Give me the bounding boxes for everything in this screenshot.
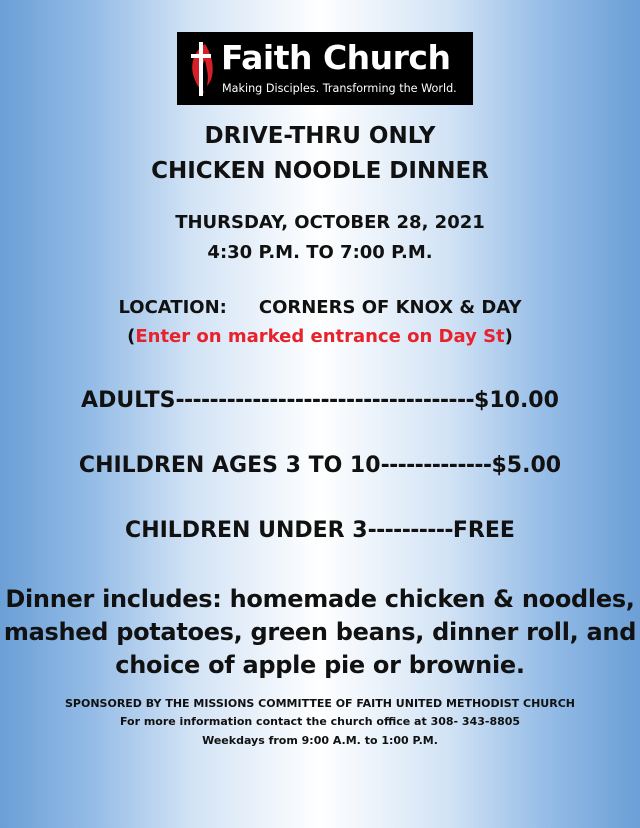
price-label: ADULTS <box>81 388 176 413</box>
entrance-note: Enter on marked entrance on Day St <box>135 326 505 347</box>
church-logo <box>177 32 473 105</box>
location-line <box>0 298 640 319</box>
cross-and-flame-icon <box>185 40 219 98</box>
price-row-children-3-10 <box>0 453 640 478</box>
price-dashes: ------------- <box>380 453 492 478</box>
price-row-adults <box>0 388 640 413</box>
event-time: 4:30 P.M. TO 7:00 P.M. <box>207 242 433 263</box>
location-label: LOCATION: <box>118 297 227 318</box>
logo-name: Faith Church <box>221 38 451 77</box>
footer-contact: For more information contact the church office at 308- 343-8805 <box>119 715 521 728</box>
price-value: FREE <box>452 518 515 543</box>
price-value: $10.00 <box>474 388 559 413</box>
price-label: CHILDREN UNDER 3 <box>125 518 368 543</box>
location-place: CORNERS OF KNOX & DAY <box>258 297 522 318</box>
price-label: CHILDREN AGES 3 TO 10 <box>78 453 381 478</box>
heading-line-1: DRIVE-THRU ONLY <box>204 123 436 149</box>
footer-hours: Weekdays from 9:00 A.M. to 1:00 P.M. <box>202 734 438 747</box>
price-row-children-under-3 <box>0 518 640 543</box>
price-value: $5.00 <box>491 453 562 478</box>
heading-line-2: CHICKEN NOODLE DINNER <box>151 158 489 184</box>
footer-sponsor: SPONSORED BY THE MISSIONS COMMITTEE OF FAITH UNITED METHODIST CHURCH <box>65 697 575 710</box>
event-date: THURSDAY, OCTOBER 28, 2021 <box>175 212 485 233</box>
menu-line-1: Dinner includes: homemade chicken & noodles, <box>5 585 635 613</box>
menu-line-3: choice of apple pie or brownie. <box>115 651 525 679</box>
location-note-line <box>0 327 640 348</box>
open-paren: ( <box>127 326 136 347</box>
close-paren: ) <box>504 326 513 347</box>
price-dashes: ----------------------------------- <box>175 388 475 413</box>
menu-line-2: mashed potatoes, green beans, dinner roll, and <box>3 618 637 646</box>
logo-tagline: Making Disciples. Transforming the World. <box>222 82 457 95</box>
price-dashes: ---------- <box>367 518 453 543</box>
